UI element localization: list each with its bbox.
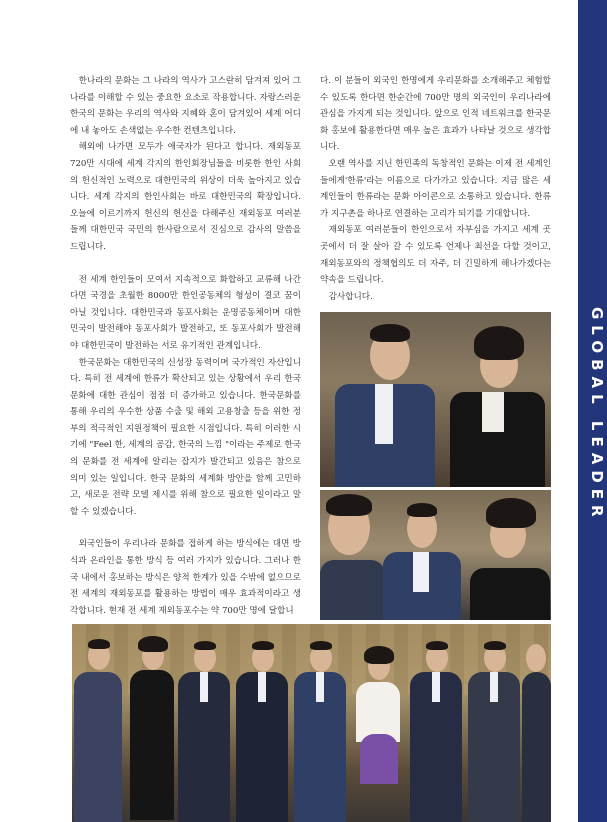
closing-line: 감사합니다. <box>328 291 373 302</box>
paragraph: 전 세계 한인들이 모여서 지속적으로 화합하고 교류해 나간다면 국경을 초월한 8000만 한인공동체의 형성이 결코 꿈이 아닐 것입니다. 대한민국과 동포사회는 운명공동체이며 대한민국이 발전해야 동포사회가 발전하고, 또 동포사회가 발전해야 대한민국이 발전하는 서로 유기적인 관계입니다. <box>70 274 301 351</box>
group-member <box>176 624 232 822</box>
photo-conversation <box>320 490 551 620</box>
sidebar-band <box>578 0 607 822</box>
group-member <box>522 624 551 822</box>
group-member <box>126 624 176 822</box>
man-in-suit <box>330 312 440 487</box>
woman-in-black <box>440 312 550 487</box>
paragraph-continued: 다. 이 분들이 외국인 한명에게 우리문화를 소개해주고 체험할 수 있도록 한다면 한순간에 700만 명의 외국인이 우리나라에 관심을 가지게 되는 것입니다. 앞으로 인적 네트워크를 한국문화 홍보에 활용한다면 매우 높은 효과가 나타날 것으로 생각합니다. <box>320 76 551 153</box>
photo-handshake <box>320 312 551 487</box>
paragraph-gap <box>70 256 301 272</box>
photo-group <box>72 624 551 822</box>
paragraph: 오랜 역사를 지닌 한민족의 독창적인 문화는 이제 전 세계인들에게'한류'라는 이름으로 다가가고 있습니다. 지금 많은 세계인들이 한류라는 문화 아이콘으로 소통하고 있습니다. 한류가 지구촌을 하나로 연결하는 고리가 되기를 기대합니다. <box>320 158 551 219</box>
section-label: GLOBAL LEADER <box>588 307 606 523</box>
paragraph: 한나라의 문화는 그 나라의 역사가 고스란히 담겨져 있어 그 나라를 이해할 수 있는 중요한 요소로 작용합니다. 자랑스러운 한국의 문화는 우리의 역사와 지혜와 혼이 담겨있어 세계 어디에 내 놓아도 손색없는 우수한 컨텐츠입니다. <box>70 76 301 136</box>
paragraph: 해외에 나가면 모두가 애국자가 된다고 합니다. 재외동포 720만 시대에 세계 각지의 한인회장님들을 비롯한 한인 사회의 헌신적인 노력으로 대한민국의 위상이 더욱 높아지고 있습니다. 세계 각지의 한인사회는 바로 대한민국의 확장입니다. 오늘에 이르기까지 헌신의 헌신을 다해주신 재외동포 여러분들께 대한민국 국민의 한사람으로서 진심으로 감사의 말씀을 드립니다. <box>70 142 301 252</box>
paragraph: 외국인들이 우리나라 문화를 접하게 하는 방식에는 대면 방식과 온라인을 통한 방식 등 여러 가지가 있습니다. 그러나 한국 내에서 홍보하는 방식은 양적 한계가 있을 수밖에 없으므로 전 세계의 재외동포를 활용하는 방법이 매우 효과적이라고 생각합니다. 현재 전 세계 재외동포수는 약 700만 명에 달합니 <box>70 539 301 616</box>
paragraph: 재외동포 여러분들이 한인으로서 자부심을 가지고 세계 곳곳에서 더 잘 살아 갈 수 있도록 언제나 최선을 다할 것이고, 재외동포와의 정책협의도 더 자주, 더 긴밀하게 해나가겠다는 약속을 드립니다. <box>320 225 551 286</box>
left-text-column <box>70 73 301 619</box>
group-member <box>466 624 522 822</box>
paragraph-gap <box>70 520 301 536</box>
group-member <box>72 624 124 822</box>
right-text-column <box>320 73 551 305</box>
group-member <box>350 624 406 822</box>
man-center <box>375 490 465 620</box>
group-member <box>234 624 290 822</box>
paragraph: 한국문화는 대한민국의 신성장 동력이며 국가적인 자산입니다. 특히 전 세계에 한류가 확산되고 있는 상황에서 우리 한국 문화에 대한 관심이 점점 더 증가하고 있습니다. 한국문화를 통해 우리의 우수한 상품 수출 및 해외 고용창출 등을 위한 정부의 적극적인 지원정책이 필요한 시점입니다. 특히 이러한 시기에 "Feel 한, 세계의 공감, 한국의 느낌 "이라는 주제로 한국의 문화를 전 세계에 알리는 잡지가 발간되고 있음은 참으로 의미 있는 일입니다. 한국 문화의 세계화 방안을 함께 고민하고, 새로운 전략 모델 제시를 위해 참으로 필요한 일이라고 말할 수 있겠습니다. <box>70 357 301 517</box>
group-member <box>408 624 464 822</box>
group-member <box>292 624 348 822</box>
woman-right <box>460 490 551 620</box>
